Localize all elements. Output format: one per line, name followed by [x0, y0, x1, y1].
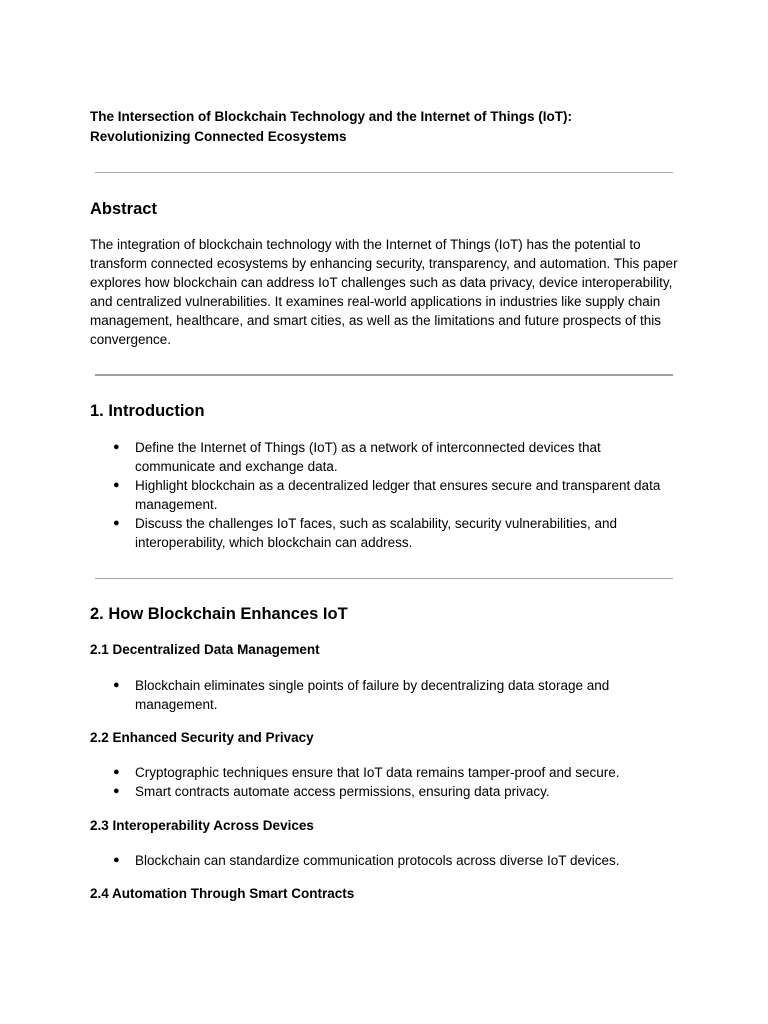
subsection-2-3-heading: 2.3 Interoperability Across Devices — [90, 818, 314, 833]
subsection-2-4-heading: 2.4 Automation Through Smart Contracts — [90, 886, 355, 901]
subsection-2-2-heading: 2.2 Enhanced Security and Privacy — [90, 730, 314, 745]
list-item-text: Smart contracts automate access permissions, ensuring data privacy. — [135, 784, 550, 799]
list-item-text: Blockchain eliminates single points of failure by decentralizing data storage and management. — [135, 678, 610, 712]
introduction-list — [90, 438, 680, 552]
list-item-text: Blockchain can standardize communication protocols across diverse IoT devices. — [135, 853, 620, 868]
list-item — [90, 763, 680, 782]
list-item — [90, 676, 680, 714]
subsection-2-2-list — [90, 763, 680, 801]
subsection-2-1-heading: 2.1 Decentralized Data Management — [90, 642, 320, 657]
bullet-icon: ● — [113, 854, 120, 866]
list-item-text: Discuss the challenges IoT faces, such as scalability, security vulnerabilities, and interoperability, which blockchain can address. — [135, 516, 617, 550]
bullet-icon: ● — [113, 679, 120, 691]
document-title — [90, 107, 690, 147]
list-item — [90, 514, 680, 552]
abstract-heading: Abstract — [90, 200, 157, 218]
bullet-icon: ● — [113, 766, 120, 778]
bullet-icon: ● — [113, 479, 120, 491]
list-item — [90, 438, 680, 476]
section-divider — [95, 172, 673, 173]
bullet-icon: ● — [113, 441, 120, 453]
list-item-text: Define the Internet of Things (IoT) as a network of interconnected devices that communicate and exchange data. — [135, 440, 601, 474]
list-item-text: Highlight blockchain as a decentralized ledger that ensures secure and transparent data management. — [135, 478, 661, 512]
section-2-heading: 2. How Blockchain Enhances IoT — [90, 605, 348, 623]
section-divider — [95, 578, 673, 579]
bullet-icon: ● — [113, 785, 120, 797]
bullet-icon: ● — [113, 517, 120, 529]
subsection-2-3-list — [90, 851, 680, 870]
introduction-heading: 1. Introduction — [90, 402, 205, 420]
abstract-text: The integration of blockchain technology with the Internet of Things (IoT) has the potential to transform connected ecosystems by enhancing security, transparency, and automation. This paper explores how blockchain can address IoT challenges such as data privacy, device interoperability, and centralized vulnerabilities. It examines real-world applications in industries like supply chain management, healthcare, and smart cities, as well as the limitations and future prospects of this convergence. — [90, 237, 678, 347]
subsection-2-1-list — [90, 676, 680, 714]
list-item — [90, 851, 680, 870]
list-item — [90, 782, 680, 801]
list-item — [90, 476, 680, 514]
document-title-line-2: Revolutionizing Connected Ecosystems — [90, 129, 347, 144]
list-item-text: Cryptographic techniques ensure that IoT data remains tamper-proof and secure. — [135, 765, 620, 780]
document-title-line-1: The Intersection of Blockchain Technology and the Internet of Things (IoT): — [90, 109, 573, 124]
section-divider — [95, 374, 673, 376]
